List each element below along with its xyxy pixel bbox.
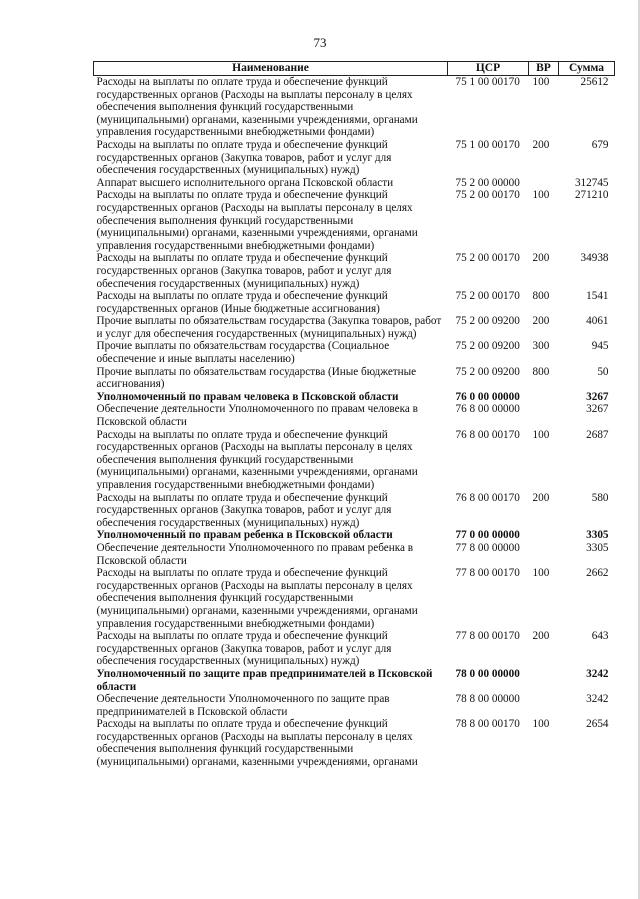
cell-sum: 1541	[586, 290, 609, 303]
cell-csr: 77 8 00 00170	[455, 567, 520, 580]
cell-sum: 3267	[586, 390, 609, 403]
cell-csr: 77 0 00 00000	[455, 529, 520, 542]
cell-csr: 76 8 00 00170	[455, 428, 520, 441]
table-row	[94, 492, 615, 530]
cell-name: Расходы на выплаты по оплате труда и обеспечение функций государственных органов (Закупка товаров, работ и услуг для обеспечения государственных (муниципальных) нужд)	[96, 491, 392, 529]
cell-vr: 200	[532, 630, 550, 643]
cell-sum: 271210	[574, 189, 609, 202]
cell-name: Обеспечение деятельности Уполномоченного по защите прав предпринимателей в Псковской области	[96, 693, 390, 718]
cell-vr	[529, 391, 559, 404]
table-body	[94, 76, 615, 769]
table-row	[94, 290, 615, 315]
table-row	[94, 76, 615, 139]
cell-vr	[529, 693, 559, 718]
cell-name: Расходы на выплаты по оплате труда и обеспечение функций государственных органов (Расходы на выплаты персоналу в целях обеспечения выполнения функций государственными (муниципальными) органами, казенными учреждениями, органами управления государственными внебюджетными фондами)	[96, 76, 418, 139]
cell-sum: 3305	[586, 541, 609, 554]
cell-vr: 200	[532, 138, 550, 151]
cell-name: Расходы на выплаты по оплате труда и обеспечение функций государственных органов (Иные бюджетные ассигнования)	[96, 290, 388, 315]
cell-csr: 75 2 00 09200	[455, 365, 520, 378]
cell-csr: 75 2 00 00170	[455, 189, 520, 202]
cell-vr	[529, 668, 559, 693]
cell-name: Расходы на выплаты по оплате труда и обеспечение функций государственных органов (Расходы на выплаты персоналу в целях обеспечения выполнения функций государственными (муниципальными) органами, казенными учреждениями, органами управления государственными внебюджетными фондами)	[96, 567, 418, 630]
cell-name: Уполномоченный по правам человека в Псковской области	[96, 390, 399, 403]
cell-vr: 800	[532, 290, 550, 303]
cell-vr	[529, 403, 559, 428]
cell-sum: 643	[591, 630, 609, 643]
table-row	[94, 693, 615, 718]
cell-sum: 3267	[586, 403, 609, 416]
cell-name: Расходы на выплаты по оплате труда и обеспечение функций государственных органов (Закупка товаров, работ и услуг для обеспечения государственных (муниципальных) нужд)	[96, 138, 392, 177]
table-row	[94, 403, 615, 428]
cell-csr: 77 8 00 00170	[455, 630, 520, 643]
cell-csr: 75 2 00 09200	[455, 315, 520, 328]
cell-csr: 76 8 00 00170	[455, 491, 520, 504]
cell-vr	[529, 529, 559, 542]
cell-vr: 200	[532, 491, 550, 504]
cell-name: Прочие выплаты по обязательствам государства (Закупка товаров, работ и услуг для обеспечения государственных (муниципальных) нужд)	[96, 315, 442, 340]
cell-csr: 76 8 00 00000	[455, 403, 520, 416]
table-row	[94, 252, 615, 290]
table-header-row	[94, 62, 615, 76]
cell-csr: 76 0 00 00000	[455, 390, 520, 403]
cell-sum: 679	[591, 138, 609, 151]
cell-csr: 75 2 00 00170	[455, 252, 520, 265]
cell-vr: 300	[532, 340, 550, 353]
cell-vr: 800	[532, 365, 550, 378]
cell-csr: 78 8 00 00170	[455, 718, 520, 731]
cell-sum: 2662	[586, 567, 609, 580]
cell-csr: 75 1 00 00170	[455, 76, 520, 88]
cell-name: Расходы на выплаты по оплате труда и обеспечение функций государственных органов (Закупка товаров, работ и услуг для обеспечения государственных (муниципальных) нужд)	[96, 630, 392, 668]
cell-name: Прочие выплаты по обязательствам государства (Иные бюджетные ассигнования)	[96, 365, 417, 391]
cell-vr: 100	[532, 189, 550, 202]
table-row	[94, 718, 615, 768]
cell-sum: 3305	[586, 529, 609, 542]
header-vr: ВР	[529, 62, 559, 76]
cell-name: Уполномоченный по защите прав предпринимателей в Псковской области	[96, 667, 433, 693]
cell-sum: 50	[597, 365, 609, 378]
cell-sum: 312745	[574, 176, 609, 189]
table-row	[94, 340, 615, 365]
table-row	[94, 567, 615, 630]
cell-sum: 2687	[586, 428, 609, 441]
cell-csr: 75 2 00 00170	[455, 290, 520, 303]
cell-csr: 75 1 00 00170	[455, 138, 520, 151]
cell-name: Уполномоченный по правам ребенка в Псковской области	[96, 529, 393, 542]
cell-vr	[529, 542, 559, 567]
cell-sum: 3242	[586, 693, 609, 706]
cell-sum: 2654	[586, 718, 609, 731]
table-row	[94, 177, 615, 190]
table-row	[94, 391, 615, 404]
cell-vr: 100	[532, 718, 550, 731]
cell-sum: 25612	[580, 76, 609, 88]
cell-name: Расходы на выплаты по оплате труда и обеспечение функций государственных органов (Расходы на выплаты персоналу в целях обеспечения выполнения функций государственными (муниципальными) органами, казенными учреждениями, органами управления государственными внебюджетными фондами)	[96, 189, 418, 252]
cell-vr	[529, 177, 559, 190]
cell-sum: 3242	[586, 667, 609, 680]
cell-vr: 100	[532, 567, 550, 580]
cell-name: Обеспечение деятельности Уполномоченного по правам ребенка в Псковской области	[96, 541, 414, 567]
cell-csr: 75 2 00 09200	[455, 340, 520, 353]
table-row	[94, 529, 615, 542]
table-row	[94, 189, 615, 252]
cell-csr: 75 2 00 00000	[455, 176, 520, 189]
table-row	[94, 139, 615, 177]
cell-sum: 34938	[580, 252, 609, 265]
cell-sum: 945	[591, 340, 609, 353]
budget-table	[93, 61, 615, 769]
cell-sum: 4061	[586, 315, 609, 328]
table-row	[94, 668, 615, 693]
cell-name: Расходы на выплаты по оплате труда и обеспечение функций государственных органов (Расходы на выплаты персоналу в целях обеспечения выполнения функций государственными (муниципальными) органами, казенными учреждениями, органами управления государственными внебюджетными фондами)	[96, 428, 418, 491]
cell-csr: 78 8 00 00000	[455, 693, 520, 706]
table-row	[94, 315, 615, 340]
cell-name: Аппарат высшего исполнительного органа Псковской области	[96, 176, 394, 189]
cell-name: Обеспечение деятельности Уполномоченного по правам человека в Псковской области	[96, 403, 418, 429]
page-number: 73	[313, 35, 327, 50]
cell-name: Прочие выплаты по обязательствам государства (Социальное обеспечение и иные выплаты населению)	[96, 340, 390, 366]
header-sum: Сумма	[559, 62, 615, 76]
header-name: Наименование	[94, 62, 448, 76]
cell-csr: 77 8 00 00000	[455, 541, 520, 554]
cell-name: Расходы на выплаты по оплате труда и обеспечение функций государственных органов (Расходы на выплаты персоналу в целях обеспечения выполнения функций государственными (муниципальными) органами, казенными учреждениями, органами	[96, 718, 418, 769]
header-csr: ЦСР	[448, 62, 529, 76]
table-row	[94, 429, 615, 492]
cell-csr: 78 0 00 00000	[455, 667, 520, 680]
cell-vr: 100	[532, 76, 550, 88]
cell-vr: 100	[532, 428, 550, 441]
cell-vr: 200	[532, 252, 550, 265]
cell-vr: 200	[532, 315, 550, 328]
table-row	[94, 630, 615, 668]
table-row	[94, 366, 615, 391]
cell-name: Расходы на выплаты по оплате труда и обеспечение функций государственных органов (Закупка товаров, работ и услуг для обеспечения государственных (муниципальных) нужд)	[96, 252, 392, 290]
cell-sum: 580	[591, 491, 609, 504]
table-row	[94, 542, 615, 567]
